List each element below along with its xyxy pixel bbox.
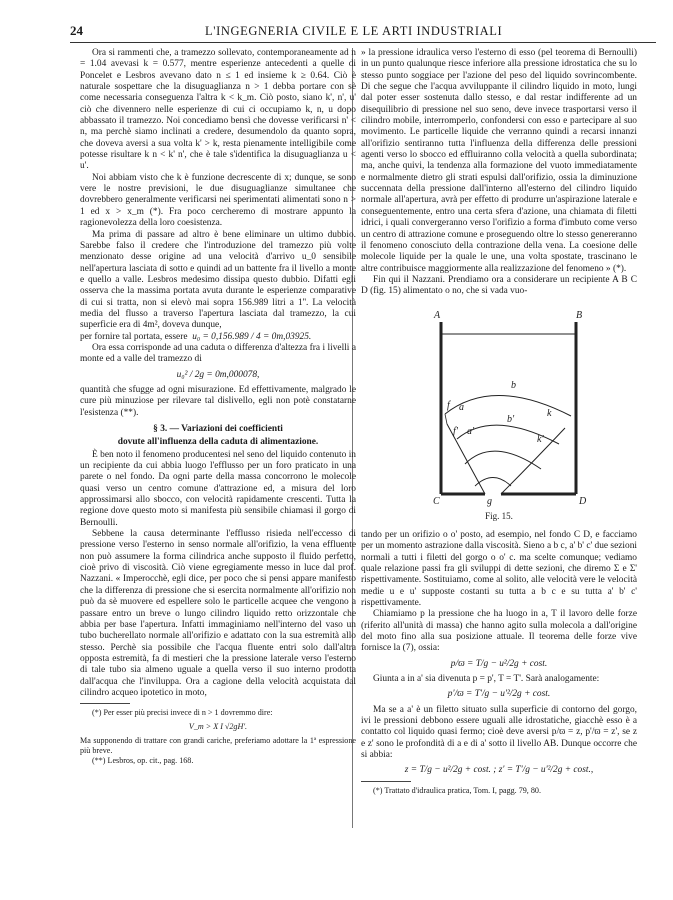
paragraph: Ma prima di passare ad altro è bene eliminare un ultimo dubbio. Sarebbe falso il credere che l'introduzione del tramezzo più volte menzionato desse origine ad una velocità d'arrivo u_0 sensibile nell'apertura lasciata di sotto e quindi ad un battente fra il livello a monte e quello a valle. Lesbros medesimo dissipa questo dubbio. Difatti egli osserva che la massima portata avuta durante le esperienze comparative di cui si tratta, non si elevò mai sopra 156.989 litri a 1''. La velocità media del flusso a traverso l'apertura lasciata dal tramezzo, la cui superficie era di 4m², doveva dunque, <box>80 229 356 331</box>
left-column <box>80 48 356 766</box>
label-D: D <box>579 495 587 507</box>
paragraph: Noi abbiam visto che k è funzione decrescente di x; dunque, se sono vere le nostre previsioni, le due disuguaglianze simultanee che dovrebbero generalmente verificarsi nei sperimentati alimentati sono n > 1 ed x > x_m (*). Fra poco cercheremo di mostrare appunto la ragionevolezza della loro coesistenza. <box>80 172 356 229</box>
footnote-rule <box>361 781 411 782</box>
label-a1: a' <box>467 425 475 437</box>
label-f: f <box>447 399 450 411</box>
label-f1: f' <box>453 425 458 437</box>
equation: u₀² / 2g = 0m,000078, <box>176 369 260 380</box>
equation: p'/ϖ = T'/g − u'²/2g + cost. <box>447 689 551 700</box>
label-a: a <box>459 401 464 413</box>
label-A: A <box>434 309 441 321</box>
paragraph: Chiamiamo p la pressione che ha luogo in a, T il lavoro delle forze (riferito all'unità di massa) che hanno agito sulla molecola a dall'origine del moto fino alla sua posizione attuale. Il teorema delle forze vive fornisce la (7), ossia: <box>361 609 637 654</box>
footnote: Ma supponendo di trattare con grandi cariche, preferiamo adottare la 1ª espressione più breve. <box>80 736 356 756</box>
paragraph: Ma se a a' è un filetto situato sulla superficie di contorno del gorgo, ivi le pressioni debbono essere uguali alle idrostatiche, giacchè esso è a contatto col liquido quasi fermo; cioè deve aversi p/ϖ = z, p'/ϖ = z', se z e z' sono le profondità di a e di a' sotto il livello AB. Dunque occorre che si abbia: <box>361 704 637 761</box>
equation: z = T/g − u²/2g + cost. ; z' = T'/g − u'²/2g + cost., <box>404 765 594 776</box>
footnote-rule <box>80 703 130 704</box>
header-rule <box>70 42 656 43</box>
label-k1: k' <box>537 433 544 445</box>
label-B: B <box>576 309 583 321</box>
running-title: L'INGEGNERIA CIVILE E LE ARTI INDUSTRIALI <box>205 24 503 38</box>
section-subtitle: dovute all'influenza della caduta di alimentazione. <box>117 437 319 448</box>
equation-lead: per fornire tal portata, essere <box>80 331 188 342</box>
footnote: (*) Per esser più precisi invece di n > 1 dovremmo dire: <box>92 708 273 718</box>
paragraph: Fin qui il Nazzani. Prendiamo ora a considerare un recipiente A B C D (fig. 15) alimentato o no, che si vada vuo- <box>361 274 637 297</box>
figure-15 <box>361 304 637 509</box>
footnote: (**) Lesbros, op. cit., pag. 168. <box>92 756 194 766</box>
section-inner <box>465 451 541 469</box>
equation-line <box>80 332 356 343</box>
label-C: C <box>433 495 440 507</box>
footnotes <box>361 786 637 796</box>
section-title: § 3. — Variazioni dei coefficienti <box>153 424 283 434</box>
page-number: 24 <box>70 23 83 38</box>
gorge-boundary-right <box>501 428 565 494</box>
paragraph: Giunta a in a' sia divenuta p = p', T = T'. Sarà analogamente: <box>373 674 600 685</box>
equation: u₀ = 0,156.989 / 4 = 0m,03925. <box>192 331 312 342</box>
page-header <box>70 23 656 39</box>
label-b1: b' <box>507 413 515 425</box>
footnote: (*) Trattato d'idraulica pratica, Tom. I, pagg. 79, 80. <box>373 785 541 795</box>
paragraph: Ora si rammenti che, a tramezzo sollevato, contemporaneamente ad n = 1.04 avevasi k = 0.577, mentre esperienze antecedenti a quelle di Poncelet e Lesbros avevano dato n ≤ 1 ed insieme k ≥ 0.64. Ciò è naturale sospettare che la disuguaglianza n > 1 debba portare con sè come necessaria conseguenza l'altra k < k_m. Ciò posto, siano k', n', u' ciò che divennero nelle esperienze di cui ci occupiamo k, n, u dopo abbassato il tramezzo. Noi concediamo bensì che dovesse verificarsi n' < n, ma perchè siamo inclinati a credere, desumendolo da quanto sopra, che doveva aversi a sua volta k' > k, resta pienamente intelligibile come potesse risultare k n < k' n', che è tale s'identifica la disuguaglianza u < u'. <box>80 48 356 172</box>
paragraph: tando per un orifizio o o' posto, ad esempio, nel fondo C D, e facciamo per un momento astrazione dalla viscosità. Sieno a b c, a' b' c' due sezioni normali a tutti i filetti del gorgo o o' c. ma scelte comunque; vediamo quale relazione passi fra gli sviluppi di dette sezioni, che diremo Σ e Σ' rispettivamente. Sostituiamo, come al solito, alle velocità vere le velocità medie u e u' supposte costanti su tutta a b c e su tutta a' b' c' rispettivamente. <box>361 529 637 608</box>
paragraph: » la pressione idraulica verso l'esterno di esso (pel teorema di Bernoulli) in un punto qualunque riesce inferiore alla pressione idrostatica che su lo stesso punto soggiace per l'azione del peso del liquido sovrincombente. Di che segue che l'acqua avviluppante il cilindro liquido in moto, lungi dal poter esser sostenuta dallo stesso, e dal restar indifferente ad un disequilibrio di pressione nel suo seno, deve invece trasportarsi verso il cilindro mobile, interromperlo, confondersi con esso e partecipare al suo movimento. Le particelle liquide che verranno quindi a recarsi innanzi all'orifizio sentiranno tutta l'influenza della differenza delle pressioni agenti verso lo sbocco ed effluiranno colla velocità a quella subordinata; ma, anche quivi, la tendenza alla formazione del vuoto immediatamente e normalmente dietro gli strati espulsi dall'orifizio, ossia la diminuzione succennata della pressione dall'interno all'esterno del cilindro liquido normale all'apertura, avrà per effetto di produrre un'aspirazione laterale e conseguentemente, entro una certa sfera d'azione, una chiamata di filetti idrici, i quali convergeranno verso l'orifizio a forma d'imbuto come verso un centro di attrazione comune e proseguendo oltre lo stesso genereranno il fenomeno conosciuto della contrazione della vena. La coesione delle molecole liquide per la quale le une, una volta spostate, trascinano le altre contribuisce maggiormente alla realizzazione del fenomeno » (*). <box>361 48 637 274</box>
footnote-equation: V_m > X I √2gH'. <box>188 722 248 732</box>
paragraph: quantità che sfugge ad ogni misurazione. Ed effettivamente, malgrado le cure più minuziose per rilevare tal dislivello, egli non potè constatarne l'esistenza (**). <box>80 384 356 418</box>
paragraph: È ben noto il fenomeno producentesi nel seno del liquido contenuto in un recipiente da cui abbia luogo l'efflusso per un foro praticato in una parete o nel fondo. Da ogni parte della massa concorrono le molecole quasi verso un centro comune d'attrazione ed, a misura del loro approssimarsi allo sbocco, con velocità rapidamente crescenti. Tutta la regione dove questo moto si manifesta più sensibile chiamasi il gorgo di Bernoulli. <box>80 449 356 528</box>
paragraph: Sebbene la causa determinante l'efflusso risieda nell'eccesso di pressione verso l'esterno in senso normale all'orifizio, la vena effluente non può assumere la forma cilindrica anche supposto il fluido perfetto, cioè privo di viscosità. Ciò viene egregiamente messo in luce dal prof. Nazzani. « Imperocchè, egli dice, per poco che si pensi appare manifesto che la differenza di pressione che si esercita normalmente all'orifizio non può da sè muovere ed espellere solo le particelle acquee che vengono a passare entro un breve o lungo cilindro liquido retto orizzontale che abbia per base l'apertura. Infatti immaginiamo nell'interno del vaso un tubo bucherellato normale all'orifizio e adattato con la sua estremità allo stesso. Perchè sia possibile che l'acqua fluente entri solo dall'altra opposta estremità, fa di mestieri che la pressione laterale verso l'esterno di tale tubo sia almeno uguale a quella verso il suo interno prodotta dall'acqua che l'inviluppa. Ora a cagione della velocità acquistata dal cilindro acqueo ipotetico in moto, <box>80 529 356 698</box>
right-column <box>361 48 637 796</box>
paragraph: Ora essa corrisponde ad una caduta o differenza d'altezza fra i livelli a monte ed a valle del tramezzo di <box>80 342 356 365</box>
footnotes <box>80 708 356 766</box>
figure-caption: Fig. 15. <box>485 510 513 521</box>
vessel-diagram <box>361 304 637 509</box>
label-k: k <box>547 407 552 419</box>
label-g: g <box>487 495 492 507</box>
label-b: b <box>511 379 516 391</box>
equation: p/ϖ = T/g − u²/2g + cost. <box>450 658 548 669</box>
